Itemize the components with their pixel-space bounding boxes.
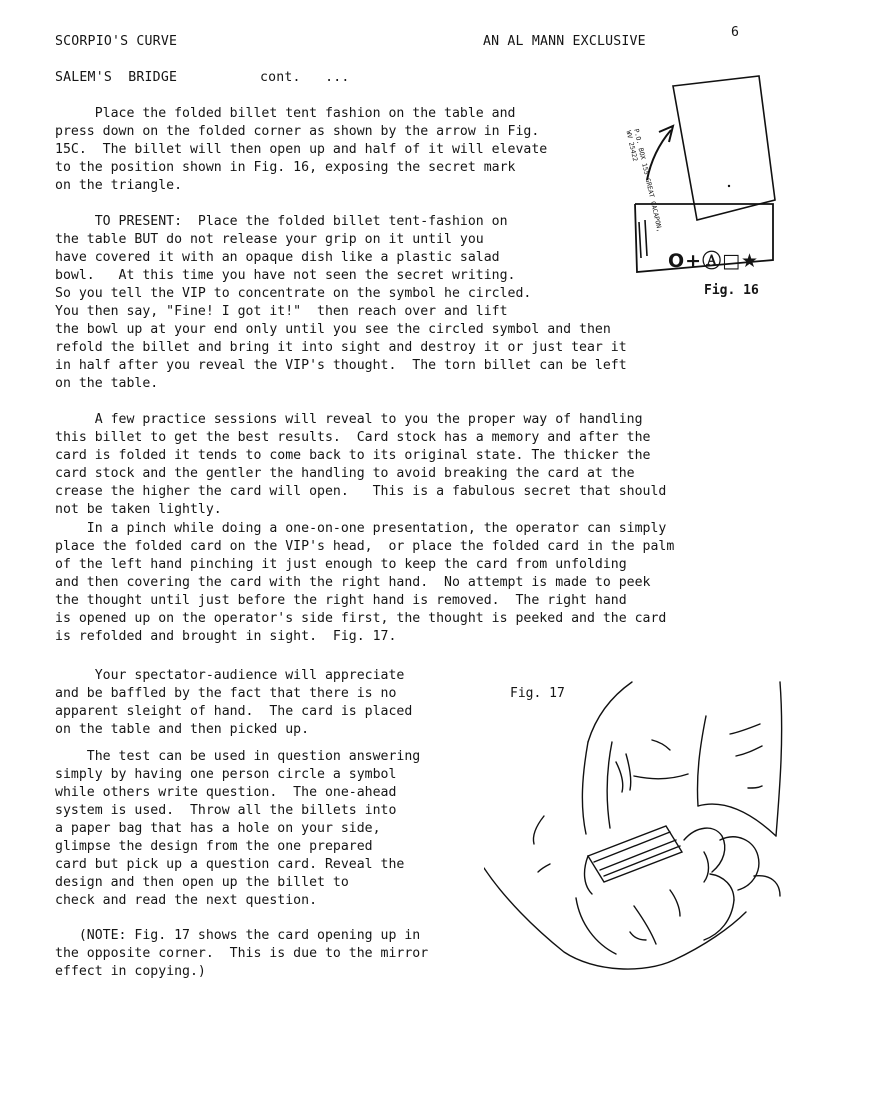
text-line: on the triangle. [55, 178, 183, 193]
text-line: TO PRESENT: Place the folded billet tent-fashion on [55, 214, 508, 229]
text-line: and then covering the card with the right hand. No attempt is made to peek [55, 575, 651, 590]
paragraph-6 [55, 748, 495, 910]
billet-address-text: P.O. BOX 155 GREAT CACAPON, WV 25422 [624, 128, 664, 233]
text-line: the table BUT do not release your grip on it until you [55, 232, 484, 247]
text-line: effect in copying.) [55, 964, 206, 979]
text-line: this billet to get the best results. Card stock has a memory and after the [55, 430, 651, 445]
text-line: in half after you reveal the VIP's thought. The torn billet can be left [55, 358, 627, 373]
running-header-center: AN AL MANN EXCLUSIVE [483, 34, 646, 49]
text-line: (NOTE: Fig. 17 shows the card opening up in [55, 928, 421, 943]
text-line: simply by having one person circle a symbol [55, 767, 397, 782]
arrow-icon [647, 130, 671, 180]
page-number: 6 [731, 25, 740, 40]
billet-raised-half [673, 76, 775, 220]
paragraph-3 [55, 411, 835, 519]
text-line: is refolded and brought in sight. Fig. 17. [55, 629, 397, 644]
section-title: SALEM'S BRIDGE [55, 70, 178, 85]
text-line: the bowl up at your end only until you see the circled symbol and then [55, 322, 611, 337]
figure-16-label: Fig. 16 [704, 283, 759, 298]
text-line: In a pinch while doing a one-on-one presentation, the operator can simply [55, 521, 667, 536]
text-line: place the folded card on the VIP's head, or place the folded card in the palm [55, 539, 675, 554]
text-line: on the table. [55, 376, 159, 391]
text-line: apparent sleight of hand. The card is placed [55, 704, 413, 719]
text-line: while others write question. The one-ahead [55, 785, 397, 800]
section-continued: cont. ... [260, 70, 350, 85]
text-line: The test can be used in question answering [55, 749, 421, 764]
text-line: You then say, "Fine! I got it!" then reach over and lift [55, 304, 508, 319]
figure-17-label: Fig. 17 [510, 686, 565, 701]
text-line: a paper bag that has a hole on your side, [55, 821, 381, 836]
text-line: the opposite corner. This is due to the mirror [55, 946, 429, 961]
text-line: on the table and then picked up. [55, 722, 310, 737]
paragraph-7 [55, 927, 495, 981]
text-line: glimpse the design from the one prepared [55, 839, 373, 854]
card-shape [588, 826, 682, 882]
text-line: is opened up on the operator's side first, the thought is peeked and the card [55, 611, 667, 626]
text-line: check and read the next question. [55, 893, 318, 908]
text-line: card but pick up a question card. Reveal the [55, 857, 405, 872]
text-line: Place the folded billet tent fashion on the table and [55, 106, 516, 121]
text-line: So you tell the VIP to concentrate on the symbol he circled. [55, 286, 532, 301]
text-line: card stock and the gentler the handling to avoid breaking the card at the [55, 466, 635, 481]
text-line: press down on the folded corner as shown by the arrow in Fig. [55, 124, 540, 139]
text-line: and be baffled by the fact that there is no [55, 686, 397, 701]
text-line: not be taken lightly. [55, 502, 222, 517]
text-line: card is folded it tends to come back to its original state. The thicker the [55, 448, 651, 463]
billet-symbols: O+Ⓐ□★ [668, 250, 760, 272]
text-line: to the position shown in Fig. 16, exposing the secret mark [55, 160, 516, 175]
text-line: Your spectator-audience will appreciate [55, 668, 405, 683]
text-line: have covered it with an opaque dish like a plastic salad [55, 250, 500, 265]
text-line: system is used. Throw all the billets into [55, 803, 397, 818]
text-line: of the left hand pinching it just enough to keep the card from unfolding [55, 557, 627, 572]
text-line: bowl. At this time you have not seen the secret writing. [55, 268, 516, 283]
paragraph-5 [55, 667, 495, 739]
text-line: crease the higher the card will open. This is a fabulous secret that should [55, 484, 667, 499]
text-line: design and then open up the billet to [55, 875, 349, 890]
paragraph-4 [55, 520, 835, 646]
text-line: 15C. The billet will then open up and half of it will elevate [55, 142, 548, 157]
running-header-left: SCORPIO'S CURVE [55, 34, 178, 49]
text-line: the thought until just before the right hand is removed. The right hand [55, 593, 627, 608]
text-line: A few practice sessions will reveal to you the proper way of handling [55, 412, 643, 427]
figure-17-illustration [484, 676, 799, 981]
text-line: refold the billet and bring it into sight and destroy it or just tear it [55, 340, 627, 355]
